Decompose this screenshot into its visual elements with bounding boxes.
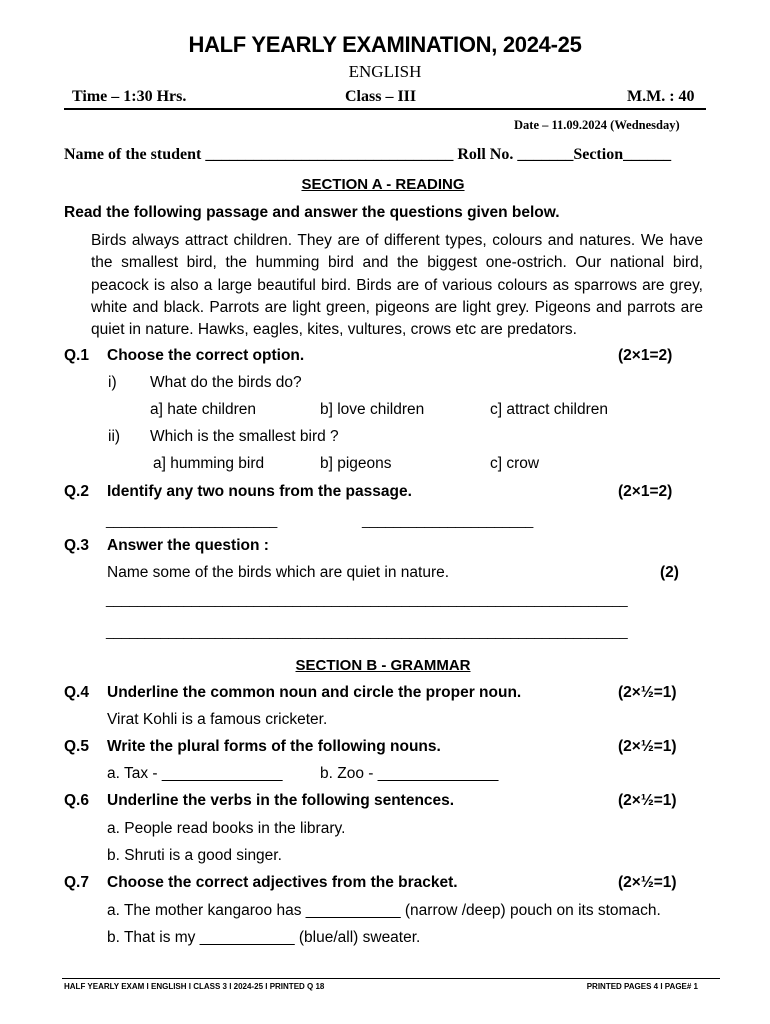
q3-answer-line-1[interactable]: ___________________________________________________________________ xyxy=(106,591,628,607)
header-rule xyxy=(64,108,706,110)
q6-item-b: b. Shruti is a good singer. xyxy=(107,847,282,864)
q1-number: Q.1 xyxy=(64,347,89,364)
q1-ii-option-b[interactable]: b] pigeons xyxy=(320,455,392,472)
q5-number: Q.5 xyxy=(64,738,89,755)
q1-marks: (2×1=2) xyxy=(618,347,673,364)
q7-item-a[interactable]: a. The mother kangaroo has ___________ (narrow /deep) pouch on its stomach. xyxy=(107,902,661,919)
section-a-heading: SECTION A - READING xyxy=(301,176,465,193)
q6-item-a: a. People read books in the library. xyxy=(107,820,346,837)
exam-title: HALF YEARLY EXAMINATION, 2024-25 xyxy=(188,32,582,57)
q2-text: Identify any two nouns from the passage. xyxy=(107,483,412,500)
q5-item-a[interactable]: a. Tax - ______________ xyxy=(107,765,283,782)
section-blank[interactable]: ______ xyxy=(623,146,672,163)
q7-text: Choose the correct adjectives from the bracket. xyxy=(107,874,458,891)
subject-title: ENGLISH xyxy=(348,62,422,81)
q2-answer-blank-1[interactable]: ______________________ xyxy=(106,512,278,528)
reading-passage: Birds always attract children. They are of different types, colours and natures. We have the smallest bird, the humming bird and the biggest one-ostrich. Our national bird, peacock is also a large beautiful bird. Birds are of various colours as sparrows are grey, white and black. Parrots are light green, pigeons are light grey. Pigeons and parrots are quiet in nature. Hawks, eagles, kites, vultures, crows etc are predators. xyxy=(91,232,703,339)
time-label: Time – 1:30 Hrs. xyxy=(72,88,187,105)
q7-number: Q.7 xyxy=(64,874,89,891)
q5-text: Write the plural forms of the following nouns. xyxy=(107,738,441,755)
q1-i-option-c[interactable]: c] attract children xyxy=(490,401,609,418)
max-marks-label: M.M. : 40 xyxy=(627,88,695,105)
roll-blank[interactable]: _______ xyxy=(517,146,574,163)
q3-marks: (2) xyxy=(660,564,679,581)
q5-item-b[interactable]: b. Zoo - ______________ xyxy=(320,765,499,782)
section-b-heading: SECTION B - GRAMMAR xyxy=(295,657,471,674)
q3-question: Name some of the birds which are quiet in nature. xyxy=(107,564,450,581)
reading-instruction: Read the following passage and answer the questions given below. xyxy=(64,204,560,221)
q6-marks: (2×½=1) xyxy=(618,792,677,809)
roll-label: Roll No. xyxy=(457,146,514,163)
q1-i-number: i) xyxy=(108,374,117,391)
q1-i-text: What do the birds do? xyxy=(150,374,302,391)
name-label: Name of the student xyxy=(64,146,202,163)
q3-number: Q.3 xyxy=(64,537,89,554)
footer-left: HALF YEARLY EXAM I ENGLISH I CLASS 3 I 2024-25 I PRINTED Q 18 xyxy=(64,982,325,991)
q2-marks: (2×1=2) xyxy=(618,483,673,500)
q1-ii-option-a[interactable]: a] humming bird xyxy=(153,455,265,472)
exam-date: Date – 11.09.2024 (Wednesday) xyxy=(514,118,680,132)
q5-marks: (2×½=1) xyxy=(618,738,677,755)
q3-answer-line-2[interactable]: ___________________________________________________________________ xyxy=(106,623,628,639)
q7-item-b[interactable]: b. That is my ___________ (blue/all) sweater. xyxy=(107,929,421,946)
q1-text: Choose the correct option. xyxy=(107,347,305,364)
q7-marks: (2×½=1) xyxy=(618,874,677,891)
q4-marks: (2×½=1) xyxy=(618,684,677,701)
student-info-line xyxy=(64,146,671,164)
q4-sentence: Virat Kohli is a famous cricketer. xyxy=(107,711,328,728)
q6-text: Underline the verbs in the following sentences. xyxy=(107,792,455,809)
q6-number: Q.6 xyxy=(64,792,89,809)
section-label: Section xyxy=(573,146,624,163)
footer-right: PRINTED PAGES 4 I PAGE# 1 xyxy=(586,982,698,991)
footer-rule xyxy=(62,978,720,979)
q1-ii-number: ii) xyxy=(108,428,121,445)
q2-answer-blank-2[interactable]: ______________________ xyxy=(362,512,534,528)
q1-i-option-a[interactable]: a] hate children xyxy=(150,401,256,418)
q4-text: Underline the common noun and circle the proper noun. xyxy=(107,684,522,701)
q2-number: Q.2 xyxy=(64,483,89,500)
q3-text: Answer the question : xyxy=(107,537,269,554)
q4-number: Q.4 xyxy=(64,684,89,701)
name-blank[interactable]: _______________________________ xyxy=(205,146,454,163)
q1-ii-text: Which is the smallest bird ? xyxy=(150,428,339,445)
q1-i-option-b[interactable]: b] love children xyxy=(320,401,425,418)
class-label: Class – III xyxy=(345,88,417,105)
q1-ii-option-c[interactable]: c] crow xyxy=(490,455,540,472)
